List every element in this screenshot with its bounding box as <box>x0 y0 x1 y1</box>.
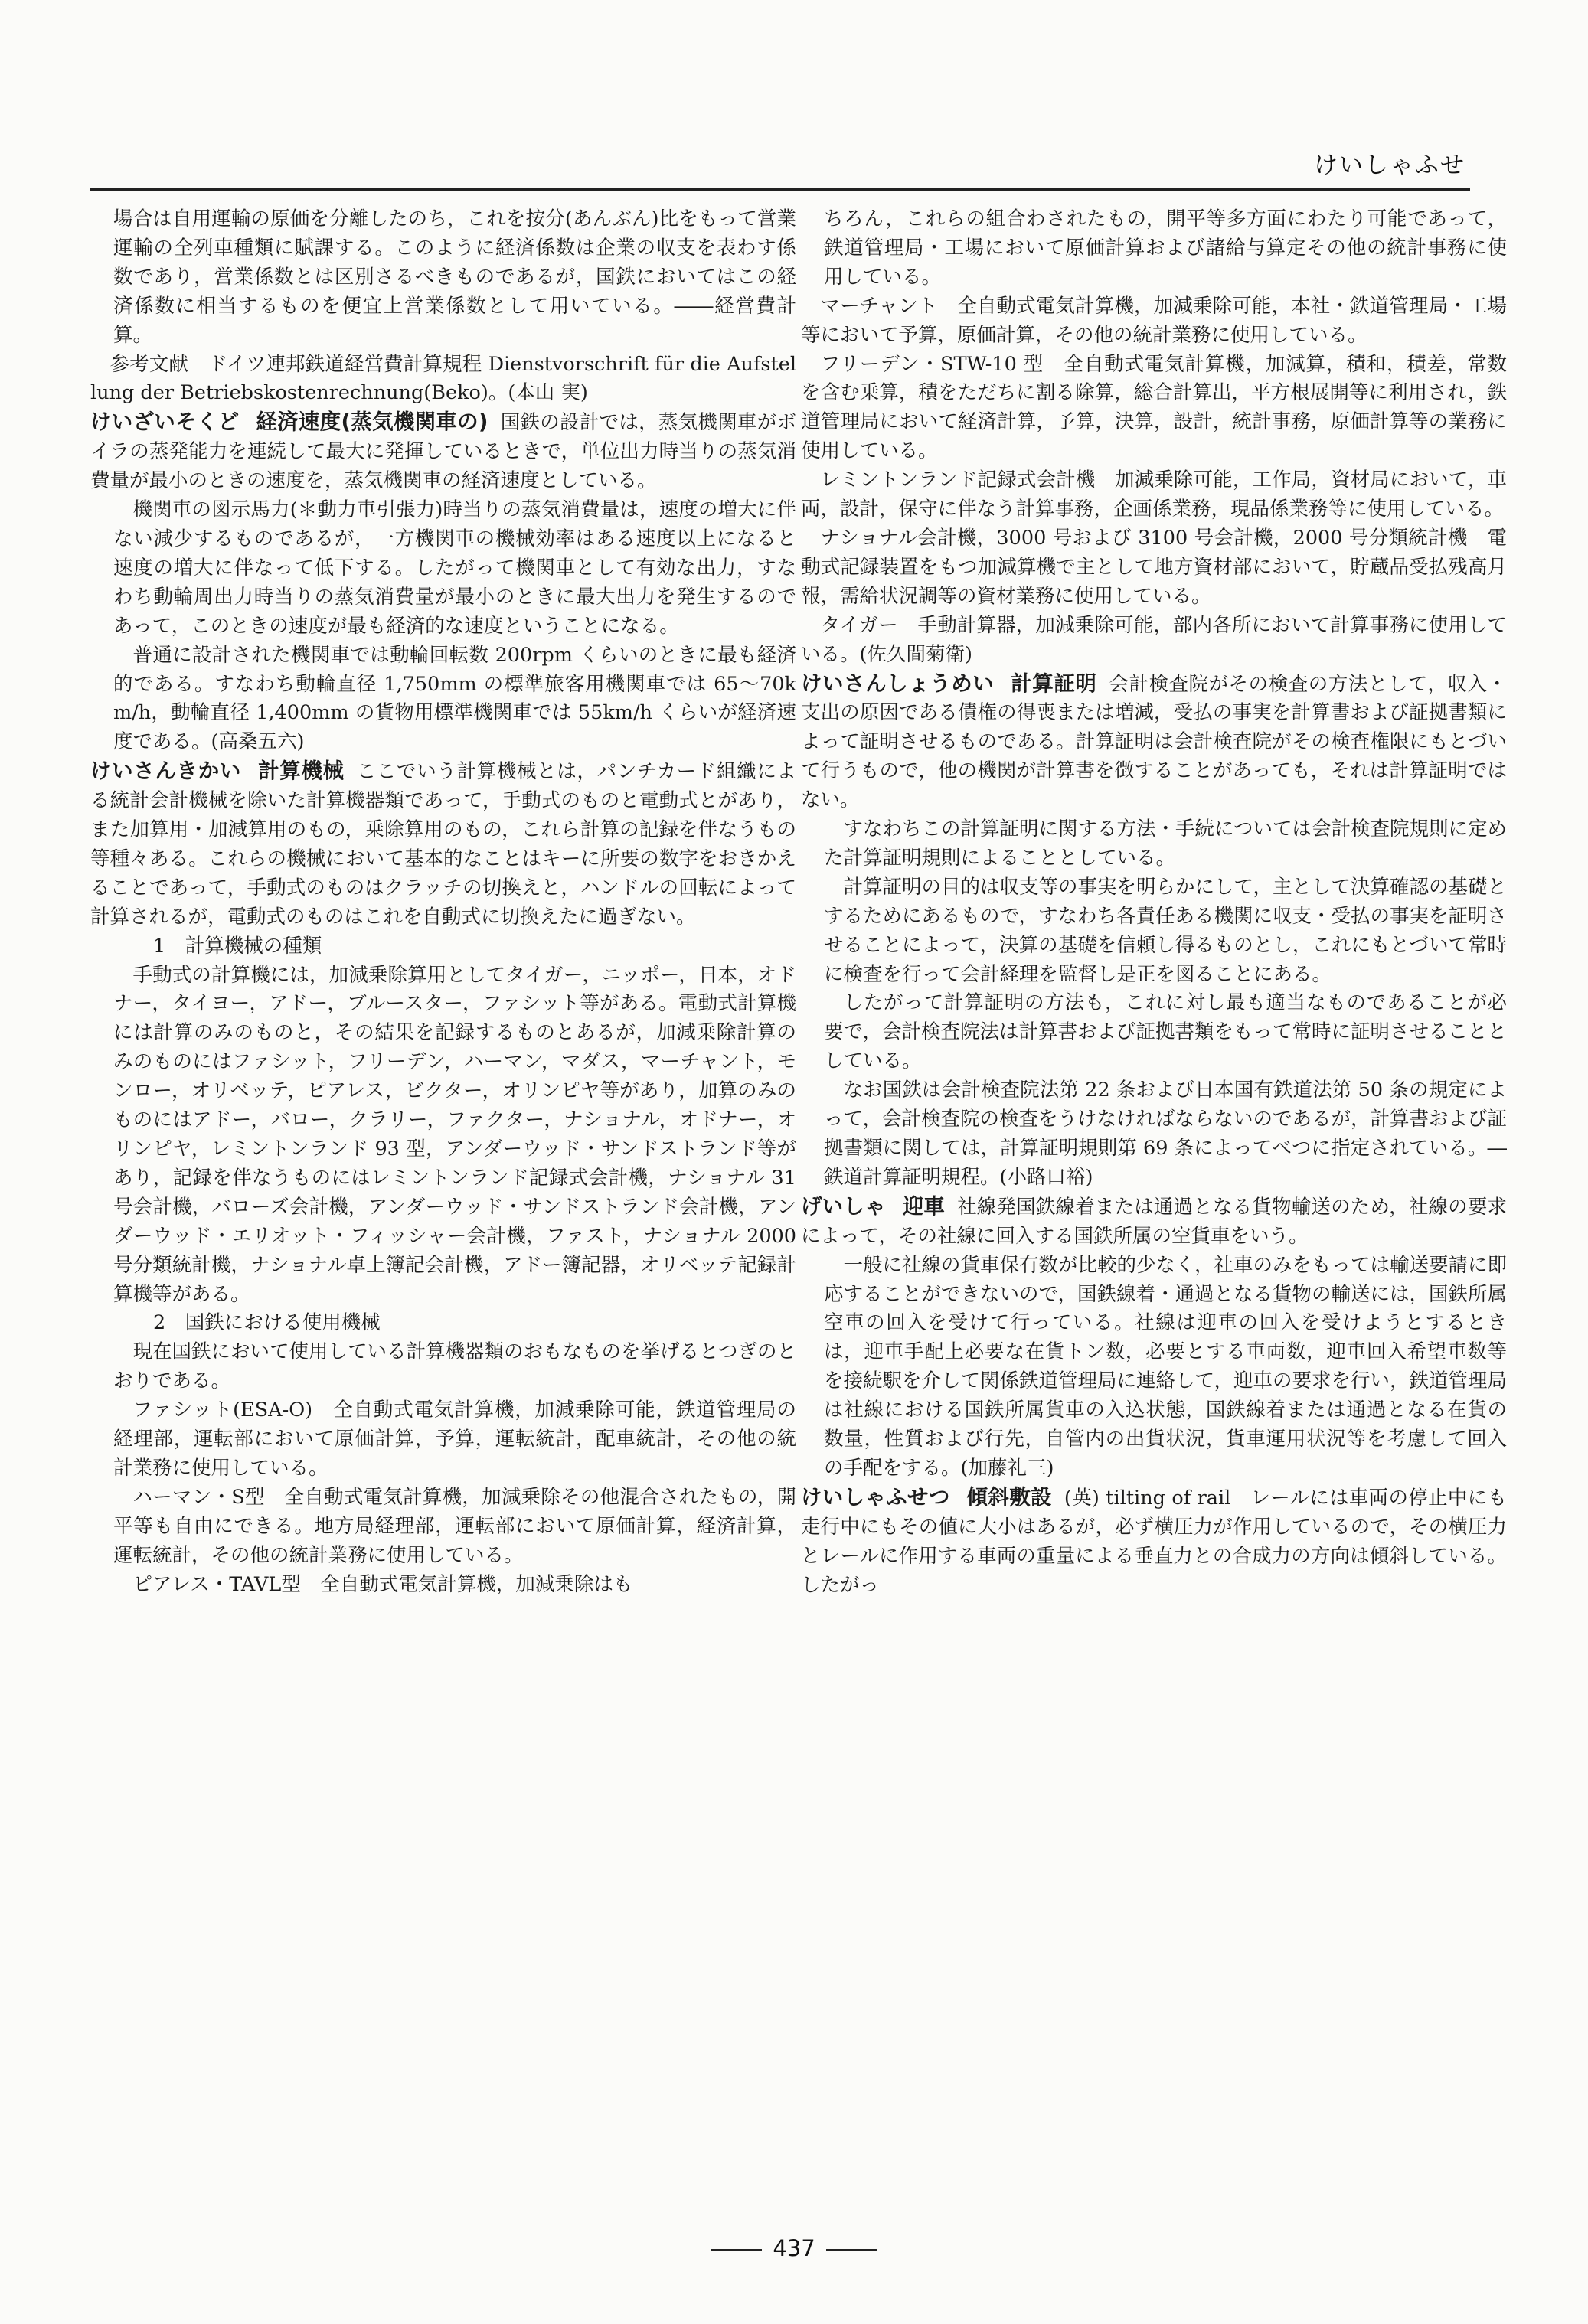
running-head: けいしゃふせ <box>1314 152 1465 179</box>
right-column <box>801 205 1507 1601</box>
entry-headword-kana: げいしゃ <box>801 1193 886 1219</box>
entry-text: 会計検査院がその検査の方法として，収入・支出の原因である債権の得喪または増減，受払の事実を計算書および証拠書類によって証明させるものである。計算証明は会計検査院がその検査権限にもとづいて行うもので，他の機関が計算書を徴することがあっても，それは計算証明ではない。 <box>801 672 1507 812</box>
paragraph: 現在国鉄において使用している計算機器類のおもなものを挙げるとつぎのとおりである。 <box>113 1340 796 1393</box>
entry-headword-kanji: 計算機械 <box>258 759 345 784</box>
left-column <box>90 205 796 1600</box>
entry-headword-kana: けいさんしょうめい <box>801 671 995 696</box>
header-rule <box>90 188 1470 191</box>
section-heading: 1 計算機械の種類 <box>153 934 322 958</box>
dictionary-entry-keisha-fusetsu <box>801 1484 1507 1601</box>
paragraph: 場合は自用運輸の原価を分離したのち，これを按分(あんぶん)比をもって営業運輸の全列車種類に賦課する。このように経済係数は企業の収支を表わす係数であり，営業係数とは区別さるべきものであるが，国鉄においてはこの経済係数に相当するものを便宜上営業係数として用いている。――経営費計算。 <box>113 207 796 347</box>
paragraph: 一般に社線の貨車保有数が比較的少なく，社車のみをもっては輸送要請に即応することができないので，国鉄線着・通過となる貨物の輸送には，国鉄所属空車の回入を受けて行っている。社線は迎車の回入を受けようとするときは，迎車手配上必要な在貨トン数，必要とする車両数，迎車回入希望車数等を接続駅を介して関係鉄道管理局に連絡して，迎車の要求を行い，鉄道管理局は社線における国鉄所属貨車の入込状態，国鉄線着または通過となる在貨の数量，性質および行先，自管内の出貨状況，貨車運用状況等を考慮して回入の手配をする。(加藤礼三) <box>824 1253 1507 1480</box>
dictionary-entry-geisha <box>801 1193 1507 1252</box>
paragraph: 機関車の図示馬力(＊動力車引張力)時当りの蒸気消費量は，速度の増大に伴ない減少するものであるが，一方機関車の機械効率はある速度以上になると速度の増大に伴なって低下する。したがって機関車として有効な出力，すなわち動輪周出力時当りの蒸気消費量が最小のときに最大出力を発生するのであって，このときの速度が最も経済的な速度ということになる。 <box>113 498 796 638</box>
entry-text: ここでいう計算機械とは，パンチカード組織による統計会計機械を除いた計算機器類であって，手動式のものと電動式とがあり，また加算用・加減算用のもの，乗除算用のもの，これら計算の記録を伴なうもの等種々ある。これらの機械において基本的なことはキーに所要の数字をおきかえることであって，手動式のものはクラッチの切換えと，ハンドルの回転によって計算されるが，電動式のものはこれを自動式に切換えたに過ぎない。 <box>90 760 796 929</box>
page-number-text: 437 <box>773 2235 815 2261</box>
paragraph: ハーマン・S型 全自動式電気計算機，加減乗除その他混合されたもの，開平等も自由にできる。地方局経理部，運転部において原価計算，経済計算，運転統計，その他の統計業務に使用している。 <box>113 1485 796 1567</box>
paragraph: ファシット(ESA-O) 全自動式電気計算機，加減乗除可能，鉄道管理局の経理部，運転部において原価計算，予算，運転統計，配車統計，その他の統計業務に使用している。 <box>113 1399 796 1480</box>
entry-text: 社線発国鉄線着または通過となる貨物輸送のため，社線の要求によって，その社線に回入する国鉄所属の空貨車をいう。 <box>801 1195 1508 1248</box>
paragraph: タイガー 手動計算器，加減乗除可能，部内各所において計算事務に使用している。(佐久間菊衛) <box>801 613 1507 666</box>
paragraph: ちろん，これらの組合わされたもの，開平等多方面にわたり可能であって，鉄道管理局・工場において原価計算および諸給与算定その他の統計事務に使用している。 <box>824 207 1507 289</box>
paragraph: 手動式の計算機には，加減乗除算用としてタイガー，ニッポー，日本，オドナー，タイヨー，アドー，ブルースター，ファシット等がある。電動式計算機には計算のみのものと，その結果を記録するものとあるが，加減乗除計算のみのものにはファシット，フリーデン，ハーマン，マダス，マーチャント，モンロー，オリベッテ，ピアレス，ビクター，オリンピヤ等があり，加算のみのものにはアドー，バロー，クラリー，ファクター，ナショナル，オドナー，オリンピヤ，レミントンランド 93 型，アンダーウッド・サンドストランド等があり，記録を伴なうものにはレミントンランド記録式会計機，ナショナル 31 号会計機，バローズ会計機，アンダーウッド・サンドストランド会計機，アンダーウッド・エリオット・フィッシャー会計機，ファスト，ナショナル 2000 号分類統計機，ナショナル卓上簿記会計機，アドー簿記器，オリベッテ記録計算機等がある。 <box>113 963 796 1306</box>
paragraph: マーチャント 全自動式電気計算機，加減乗除可能，本社・鉄道管理局・工場等において予算，原価計算，その他の統計業務に使用している。 <box>801 294 1507 347</box>
entry-headword-kanji: 傾斜敷設 <box>966 1484 1052 1510</box>
entry-headword-kanji: 経済速度(蒸気機関車の) <box>256 410 488 435</box>
dictionary-entry-keisan-kikai <box>90 757 796 932</box>
paragraph: 計算証明の目的は収支等の事実を明らかにして，主として決算確認の基礎とするためにあるもので，すなわち各責任ある機関に収支・受払の事実を証明させることによって，決算の基礎を信頼し得るものとし，これにもとづいて常時に検査を行って会計経理を監督し是正を図ることにある。 <box>824 875 1507 986</box>
entry-headword-kana: けいしゃふせつ <box>801 1484 950 1510</box>
reference-paragraph: 参考文献 ドイツ連邦鉄道経営費計算規程 Dienstvorschrift für die Aufstellung der Betriebskostenrechnung(Beko)。(本山 実) <box>90 352 796 405</box>
paragraph: フリーデン・STW-10 型 全自動式電気計算機，加減算，積和，積差，常数を含む乗算，積をただちに割る除算，総合計算出，平方根展開等に利用され，鉄道管理局において経済計算，予算，決算，設計，統計事務，原価計算等の業務に使用している。 <box>801 352 1507 463</box>
paragraph: すなわちこの計算証明に関する方法・手続については会計検査院規則に定めた計算証明規則によることとしている。 <box>824 818 1507 870</box>
entry-text: (英) tilting of rail レールには車両の停止中にも走行中にもその値に大小はあるが，必ず横圧力が作用しているので，その横圧力とレールに作用する車両の重量による垂直力との合成力の方向は傾斜している。したがっ <box>801 1486 1507 1597</box>
paragraph: レミントンランド記録式会計機 加減乗除可能，工作局，資材局において，車両，設計，保守に伴なう計算事務，企画係業務，現品係業務等に使用している。 <box>801 468 1507 521</box>
entry-headword-kana: けいさんきかい <box>90 759 242 784</box>
paragraph: ナショナル会計機，3000 号および 3100 号会計機，2000 号分類統計機 電動式記録装置をもつ加減算機で主として地方資材部において，貯蔵品受払残高月報，需給状況調等の資材業務に使用している。 <box>801 526 1507 608</box>
entry-headword-kanji: 計算証明 <box>1011 671 1097 696</box>
page-number-dash-left <box>711 2249 762 2251</box>
entry-headword-kanji: 迎車 <box>902 1193 946 1219</box>
section-heading: 2 国鉄における使用機械 <box>153 1311 381 1335</box>
dictionary-entry-keizai-sokudo <box>90 408 796 496</box>
page-number-dash-right <box>826 2249 877 2251</box>
paragraph: 普通に設計された機関車では動輪回転数 200rpm くらいのときに最も経済的である。すなわち動輪直径 1,750mm の標準旅客用機関車では 65～70km/h，動輪直径 1,400mm の貨物用標準機関車では 55km/h くらいが経済速度である。(高桑五六) <box>113 643 796 754</box>
dictionary-entry-keisan-shomei <box>801 670 1507 816</box>
paragraph: ピアレス・TAVL型 全自動式電気計算機，加減乗除はも <box>132 1572 633 1596</box>
entry-headword-kana: けいざいそくど <box>90 410 240 435</box>
paragraph: したがって計算証明の方法も，これに対し最も適当なものであることが必要で，会計検査院法は計算書および証拠書類をもって常時に証明させることとしている。 <box>824 991 1507 1073</box>
paragraph: なお国鉄は会計検査院法第 22 条および日本国有鉄道法第 50 条の規定によって，会計検査院の検査をうけなければならないのであるが，計算書および証拠書類に関しては，計算証明規則第 69 条によってべつに指定されている。―鉄道計算証明規程。(小路口裕) <box>824 1079 1507 1189</box>
entry-text: 国鉄の設計では，蒸気機関車がボイラの蒸発能力を連続して最大に発揮しているときで，単位出力時当りの蒸気消費量が最小のときの速度を，蒸気機関車の経済速度としている。 <box>90 411 797 493</box>
page-number <box>0 2235 1588 2261</box>
